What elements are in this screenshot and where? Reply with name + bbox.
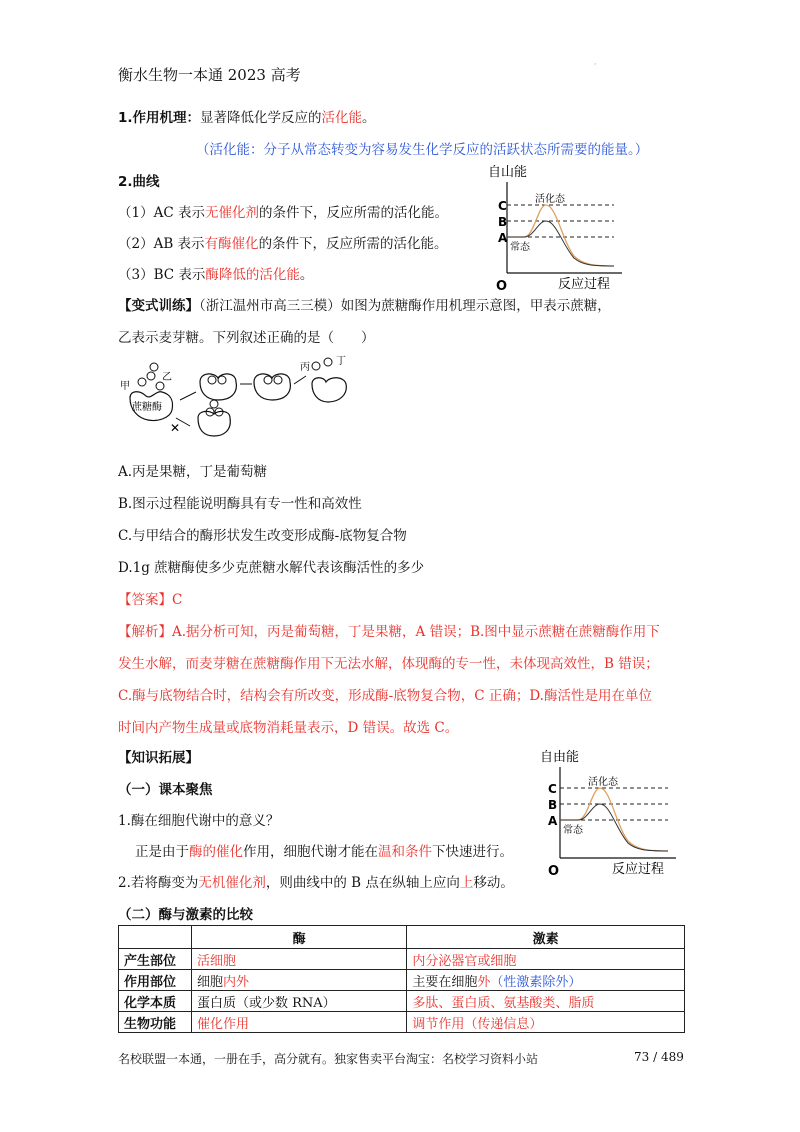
table-row: 生物功能 催化作用 调节作用（传递信息） bbox=[119, 1012, 685, 1033]
curve-item-3: （3）BC 表示酶降低的活化能。 bbox=[118, 267, 314, 283]
activation-energy-highlight: 活化能 bbox=[321, 110, 363, 126]
label-b: B bbox=[498, 215, 508, 229]
section1-label: 1.作用机理： bbox=[118, 110, 201, 126]
option-b: B.图示过程能说明酶具有专一性和高效性 bbox=[118, 496, 362, 512]
label-c: C bbox=[498, 199, 507, 213]
svg-text:丙: 丙 bbox=[300, 362, 310, 373]
analysis-line-4: 时间内产物生成量或底物消耗量表示，D 错误。故选 C。 bbox=[118, 720, 459, 736]
graph-ylabel-2: 自由能 bbox=[540, 750, 580, 765]
ext-a1: 正是由于酶的催化作用，细胞代谢才能在温和条件下快速进行。 bbox=[135, 844, 513, 860]
table-header-row bbox=[119, 926, 685, 949]
table-row: 产生部位 活细胞 内分泌器官或细胞 bbox=[119, 949, 685, 970]
table-row: 化学本质 蛋白质（或少数 RNA） 多肽、蛋白质、氨基酸类、脂质 bbox=[119, 991, 685, 1012]
svg-text:常态: 常态 bbox=[563, 825, 583, 836]
analysis-line-3: C.酶与底物结合时，结构会有所改变，形成酶-底物复合物，C 正确；D.酶活性是用在单位 bbox=[118, 688, 652, 704]
definition-note: （活化能：分子从常态转变为容易发生化学反应的活跃状态所需要的能量。） bbox=[196, 142, 649, 158]
exercise-line-2: 乙表示麦芽糖。下列叙述正确的是（ ） bbox=[118, 330, 375, 346]
analysis-line-2: 发生水解，而麦芽糖在蔗糖酶作用下无法水解，体现酶的专一性，未体现高效性，B 错误； bbox=[118, 656, 659, 672]
energy-graph-top bbox=[482, 160, 632, 295]
svg-text:甲: 甲 bbox=[120, 381, 130, 392]
option-c: C.与甲结合的酶形状发生改变形成酶-底物复合物 bbox=[118, 528, 407, 544]
svg-text:活化态: 活化态 bbox=[588, 777, 618, 788]
svg-text:乙: 乙 bbox=[162, 372, 172, 383]
exercise-line-1: 【变式训练】（浙江温州市高三三模）如图为蔗糖酶作用机理示意图，甲表示蔗糖， bbox=[118, 298, 611, 314]
header-dot: · bbox=[594, 60, 597, 69]
ext-sub2: （二）酶与激素的比较 bbox=[118, 907, 253, 923]
section2-title: 2.曲线 bbox=[118, 174, 160, 190]
svg-text:A: A bbox=[548, 814, 558, 828]
ext-sub1: （一）课本聚焦 bbox=[118, 782, 213, 798]
analysis-line-1: 【解析】A.据分析可知，丙是葡萄糖，丁是果糖，A 错误；B.图中显示蔗糖在蔗糖酶作用下 bbox=[118, 624, 660, 640]
svg-text:丁: 丁 bbox=[336, 356, 346, 367]
answer: 【答案】C bbox=[118, 592, 183, 608]
col-hormone: 激素 bbox=[407, 926, 685, 949]
label-active: 活化态 bbox=[535, 194, 565, 205]
table-row: 作用部位 细胞内外 主要在细胞外（性激素除外） bbox=[119, 970, 685, 991]
svg-text:O: O bbox=[496, 279, 508, 294]
page-footer: 名校联盟一本通，一册在手，高分就有。独家售卖平台淘宝：名校学习资料小站 bbox=[118, 1052, 539, 1066]
curve-item-1: （1）AC 表示无催化剂的条件下，反应所需的活化能。 bbox=[118, 205, 448, 221]
label-normal: 常态 bbox=[510, 242, 530, 253]
enzyme-hormone-table bbox=[118, 925, 685, 1033]
energy-graph-bottom bbox=[536, 745, 688, 880]
ext-q1: 1.酶在细胞代谢中的意义？ bbox=[118, 813, 280, 829]
graph-ylabel: 自山能 bbox=[488, 165, 528, 180]
ext-title: 【知识拓展】 bbox=[118, 750, 199, 766]
curve-item-2: （2）AB 表示有酶催化的条件下，反应所需的活化能。 bbox=[118, 236, 448, 252]
svg-text:C: C bbox=[548, 782, 557, 796]
label-a: A bbox=[498, 231, 508, 245]
svg-text:反应过程: 反应过程 bbox=[612, 862, 665, 877]
svg-text:B: B bbox=[548, 798, 558, 812]
graph-xlabel: 反应过程 bbox=[558, 277, 611, 292]
svg-text:✕: ✕ bbox=[170, 421, 181, 435]
page-header: 衡水生物一本通 2023 高考 bbox=[118, 66, 301, 84]
enzyme-label: 蔗糖酶 bbox=[132, 402, 162, 413]
ext-q2: 2.若将酶变为无机催化剂，则曲线中的 B 点在纵轴上应向上移动。 bbox=[118, 875, 514, 891]
option-a: A.丙是果糖，丁是葡萄糖 bbox=[118, 464, 268, 480]
section1-line: 1.作用机理：显著降低化学反应的活化能。 bbox=[118, 110, 376, 126]
enzyme-mechanism-diagram bbox=[118, 352, 368, 444]
page-number: 73 / 489 bbox=[634, 1050, 684, 1064]
svg-text:O: O bbox=[548, 864, 560, 879]
option-d: D.1g 蔗糖酶使多少克蔗糖水解代表该酶活性的多少 bbox=[118, 560, 425, 576]
col-enzyme: 酶 bbox=[192, 926, 407, 949]
